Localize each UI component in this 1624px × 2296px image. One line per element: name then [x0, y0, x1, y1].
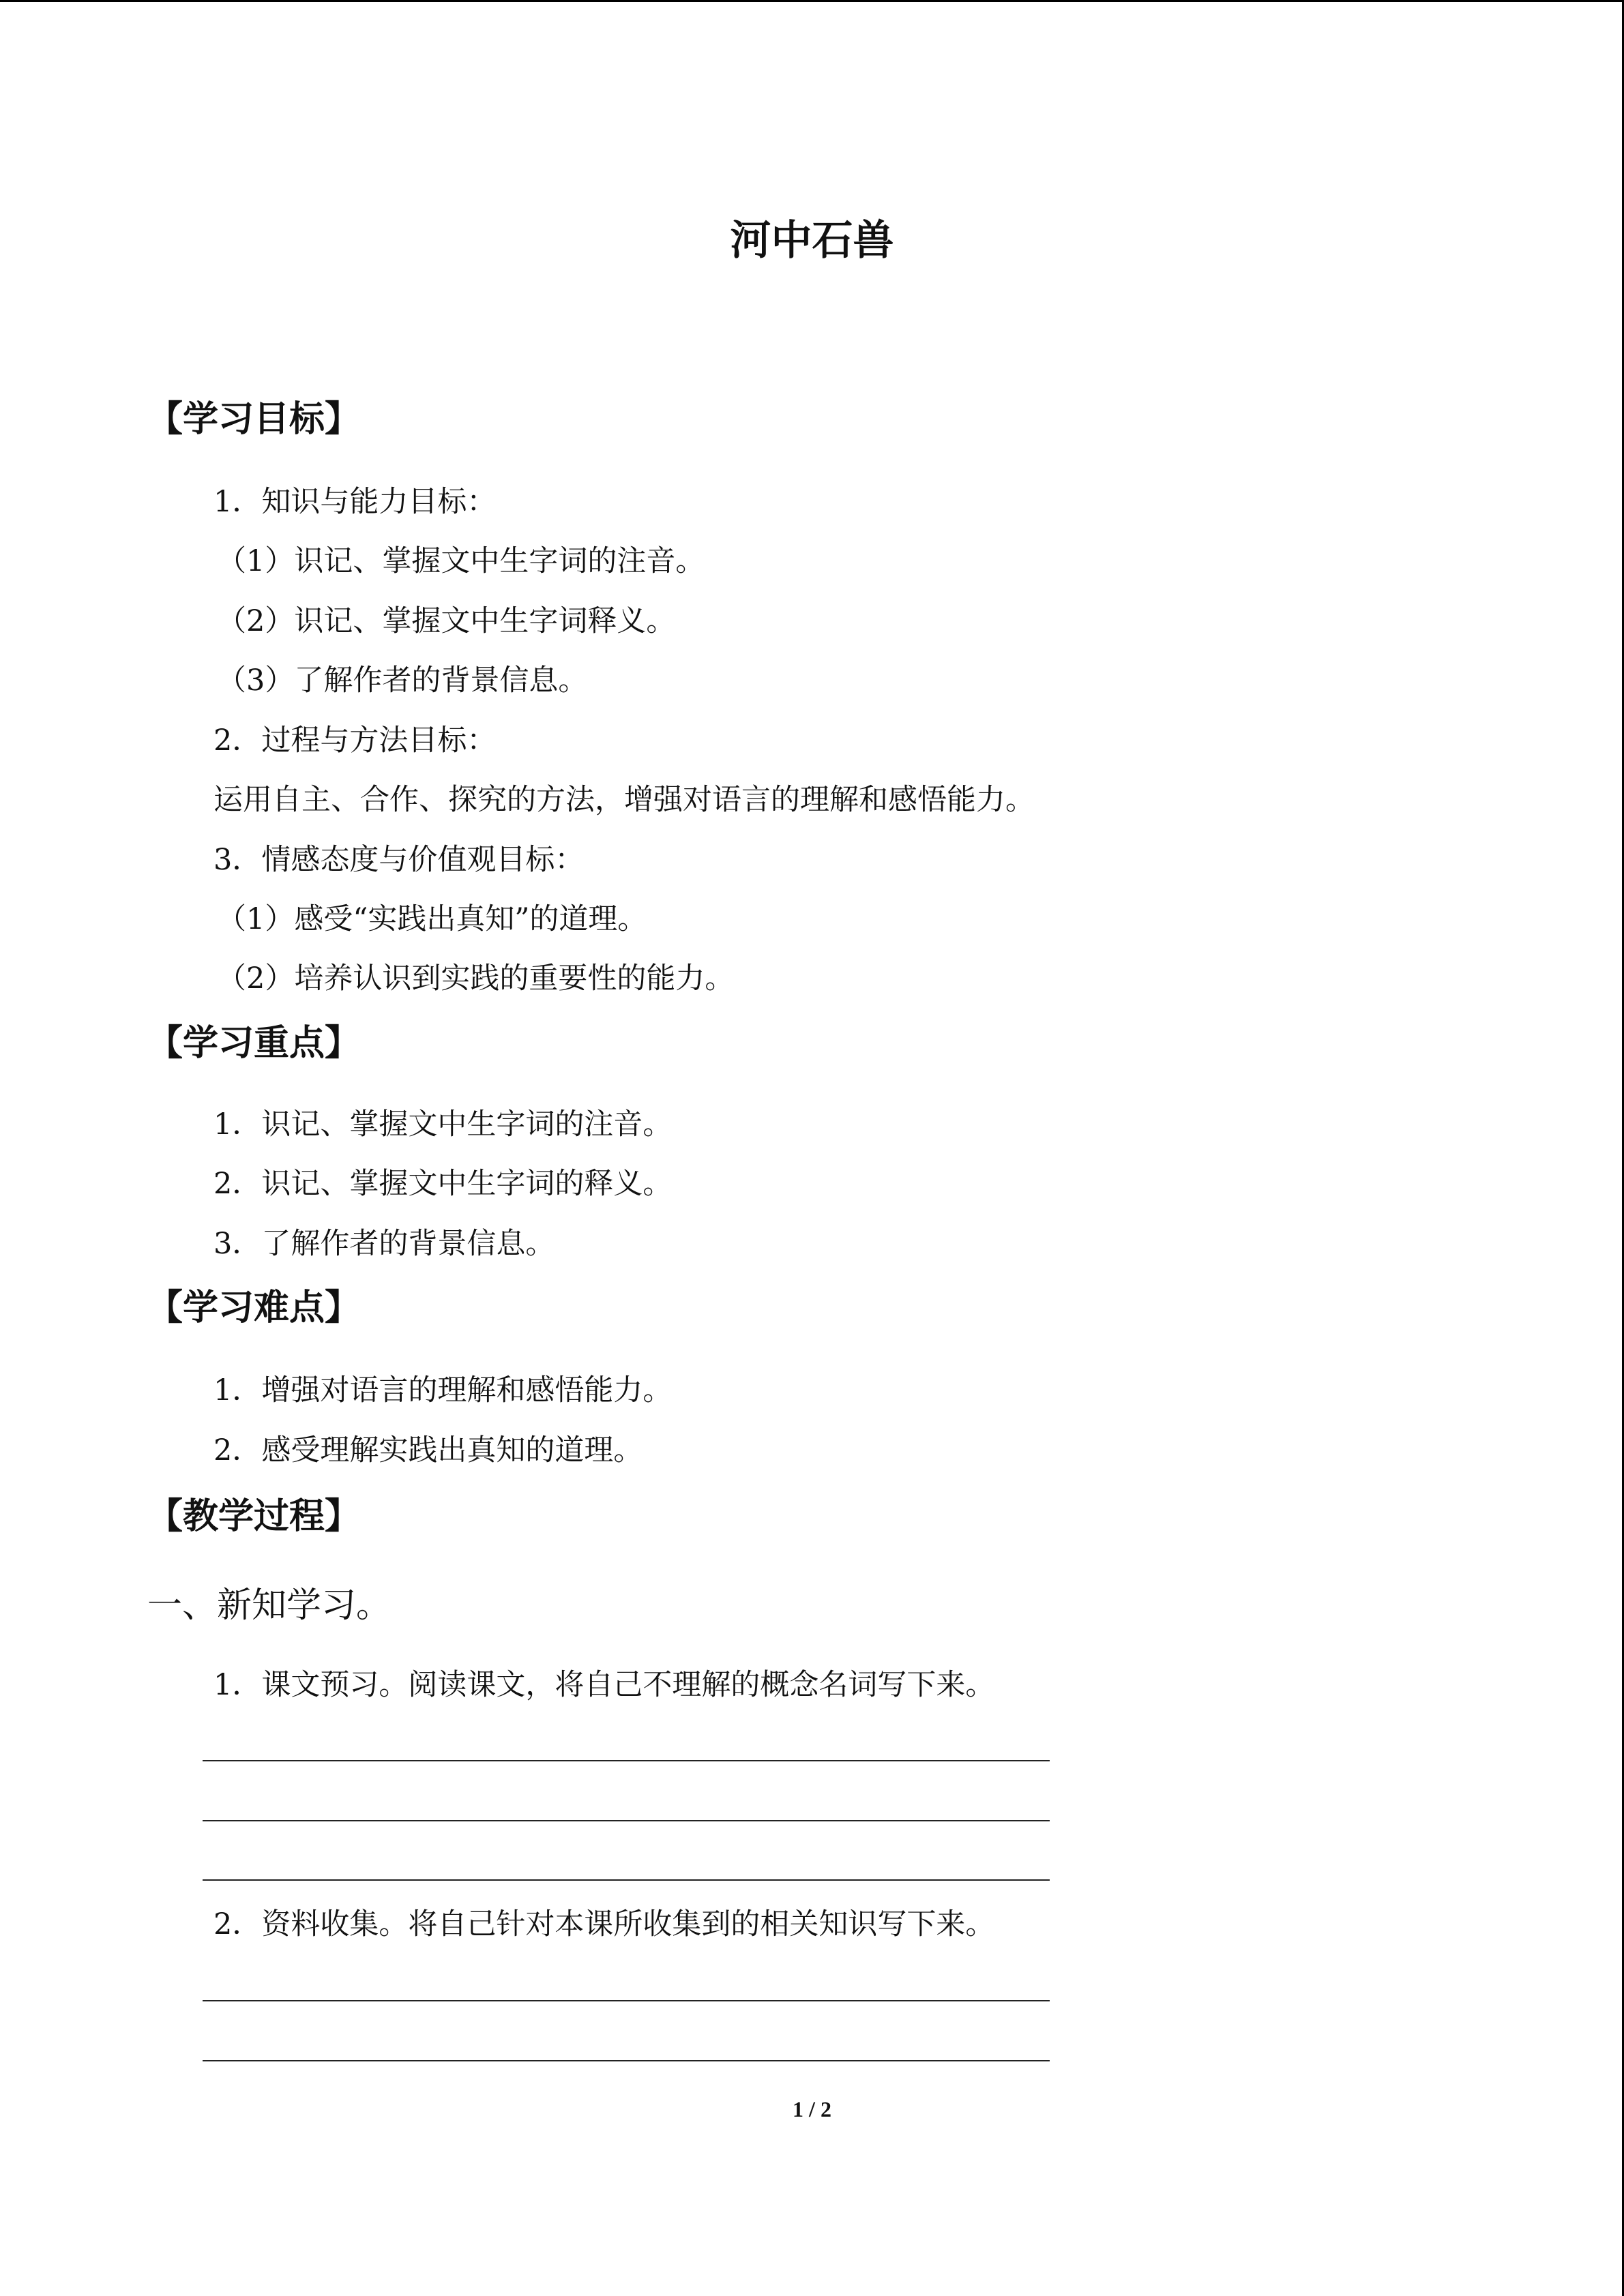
difficulty-line: 1．增强对语言的理解和感悟能力。 [213, 1373, 673, 1407]
answer-blank-line[interactable] [203, 1879, 1050, 1881]
heading-difficulties: 【学习难点】 [147, 1287, 361, 1328]
objective-line: 2．过程与方法目标： [213, 724, 497, 758]
objective-line: （1）感受“实践出真知”的道理。 [217, 902, 647, 936]
task-line: 2．资料收集。将自己针对本课所收集到的相关知识写下来。 [213, 1907, 995, 1941]
heading-key-points: 【学习重点】 [147, 1023, 361, 1064]
page-title: 河中石兽 [730, 217, 894, 265]
objective-line: （2）培养认识到实践的重要性的能力。 [217, 961, 735, 996]
page-number: 1 / 2 [793, 2097, 831, 2121]
task-line: 1．课文预习。阅读课文，将自己不理解的概念名词写下来。 [213, 1668, 995, 1702]
heading-process: 【教学过程】 [147, 1496, 361, 1537]
answer-blank-line[interactable] [203, 2060, 1050, 2061]
objective-line: （3）了解作者的背景信息。 [217, 664, 588, 698]
objective-line: 1．知识与能力目标： [213, 485, 497, 519]
answer-blank-line[interactable] [203, 2000, 1050, 2001]
page-border-top [0, 0, 1624, 2]
heading-objectives: 【学习目标】 [147, 399, 361, 440]
part-heading: 一、新知学习。 [147, 1585, 392, 1626]
objective-line: 3．情感态度与价值观目标： [213, 843, 585, 877]
objective-line: 运用自主、合作、探究的方法，增强对语言的理解和感悟能力。 [213, 783, 1035, 817]
answer-blank-line[interactable] [203, 1760, 1050, 1761]
key-point-line: 3．了解作者的背景信息。 [213, 1227, 555, 1261]
objective-line: （2）识记、掌握文中生字词释义。 [217, 604, 676, 638]
difficulty-line: 2．感受理解实践出真知的道理。 [213, 1433, 643, 1467]
key-point-line: 2．识记、掌握文中生字词的释义。 [213, 1167, 673, 1201]
answer-blank-line[interactable] [203, 1820, 1050, 1821]
objective-line: （1）识记、掌握文中生字词的注音。 [217, 544, 705, 578]
key-point-line: 1．识记、掌握文中生字词的注音。 [213, 1107, 673, 1142]
